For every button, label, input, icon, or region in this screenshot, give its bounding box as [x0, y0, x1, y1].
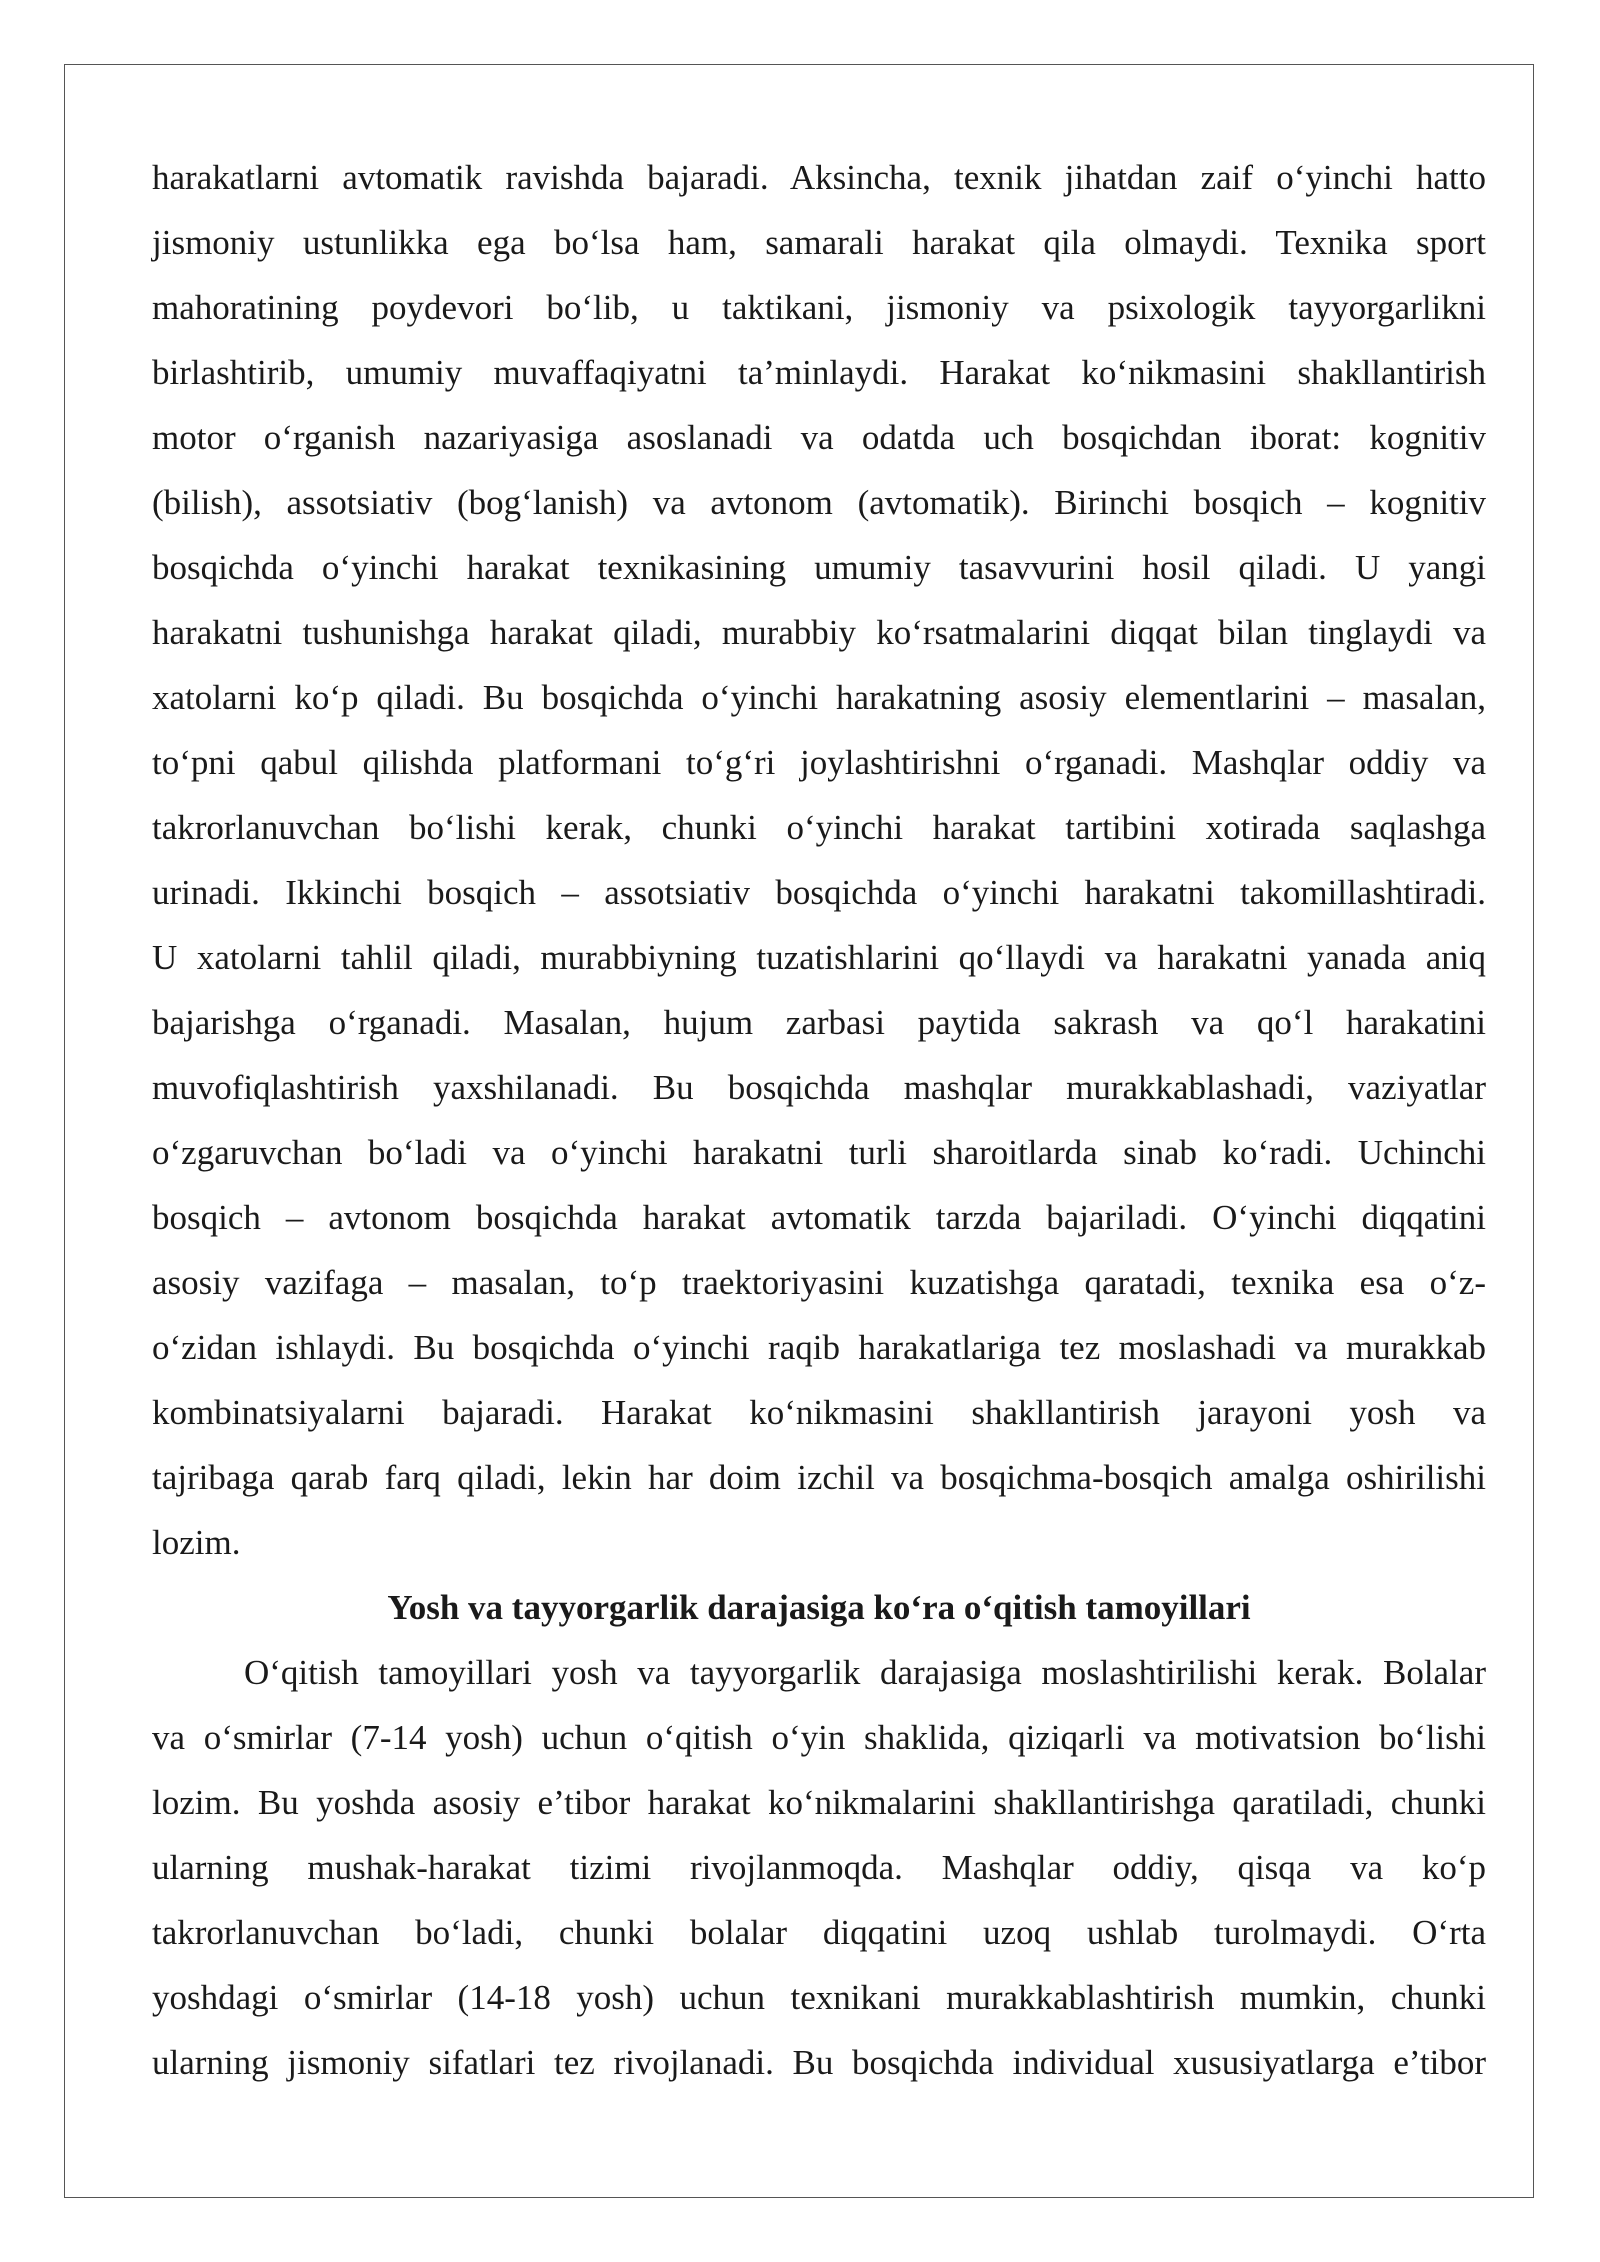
text-line: bosqichda o‘yinchi harakat texnikasining umumiy tasavvurini hosil qiladi. U yangi [152, 548, 1486, 587]
text-line: o‘zidan ishlaydi. Bu bosqichda o‘yinchi raqib harakatlariga tez moslashadi va murakkab [152, 1328, 1486, 1367]
text-line: muvofiqlashtirish yaxshilanadi. Bu bosqichda mashqlar murakkablashadi, vaziyatlar [152, 1068, 1486, 1107]
text-line: bajarishga o‘rganadi. Masalan, hujum zarbasi paytida sakrash va qo‘l harakatini [152, 1003, 1486, 1042]
text-line: lozim. Bu yoshda asosiy e’tibor harakat ko‘nikmalarini shakllantirishga qaratiladi, chunki [152, 1783, 1486, 1822]
text-line: birlashtirib, umumiy muvaffaqiyatni ta’minlaydi. Harakat ko‘nikmasini shakllantirish [152, 353, 1486, 392]
section-heading: Yosh va tayyorgarlik darajasiga ko‘ra o‘qitish tamoyillari [387, 1588, 1251, 1627]
document-body [152, 145, 1486, 2095]
text-line: xatolarni ko‘p qiladi. Bu bosqichda o‘yinchi harakatning asosiy elementlarini – masalan, [152, 678, 1486, 717]
text-line: to‘pni qabul qilishda platformani to‘g‘ri joylashtirishni o‘rganadi. Mashqlar oddiy va [152, 743, 1486, 782]
text-line: urinadi. Ikkinchi bosqich – assotsiativ bosqichda o‘yinchi harakatni takomillashtiradi. [152, 873, 1486, 912]
text-line: mahoratining poydevori bo‘lib, u taktikani, jismoniy va psixologik tayyorgarlikni [152, 288, 1486, 327]
text-line: harakatni tushunishga harakat qiladi, murabbiy ko‘rsatmalarini diqqat bilan tinglaydi va [152, 613, 1486, 652]
text-line: tajribaga qarab farq qiladi, lekin har doim izchil va bosqichma-bosqich amalga oshirilishi [152, 1458, 1486, 1497]
text-line: ularning jismoniy sifatlari tez rivojlanadi. Bu bosqichda individual xususiyatlarga e’tibor [152, 2043, 1486, 2082]
text-line: va o‘smirlar (7-14 yosh) uchun o‘qitish o‘yin shaklida, qiziqarli va motivatsion bo‘lishi [152, 1718, 1486, 1757]
text-line: o‘zgaruvchan bo‘ladi va o‘yinchi harakatni turli sharoitlarda sinab ko‘radi. Uchinchi [152, 1133, 1486, 1172]
text-line: takrorlanuvchan bo‘lishi kerak, chunki o‘yinchi harakat tartibini xotirada saqlashga [152, 808, 1486, 847]
paragraph-motor-learning-stages [152, 145, 1486, 1575]
text-line: yoshdagi o‘smirlar (14-18 yosh) uchun texnikani murakkablashtirish mumkin, chunki [152, 1978, 1486, 2017]
text-line: asosiy vazifaga – masalan, to‘p traektoriyasini kuzatishga qaratadi, texnika esa o‘z- [152, 1263, 1486, 1302]
text-line: (bilish), assotsiativ (bog‘lanish) va avtonom (avtomatik). Birinchi bosqich – kognitiv [152, 483, 1486, 522]
text-line: harakatlarni avtomatik ravishda bajaradi. Aksincha, texnik jihatdan zaif o‘yinchi hatto [152, 158, 1486, 197]
text-line: kombinatsiyalarni bajaradi. Harakat ko‘nikmasini shakllantirish jarayoni yosh va [152, 1393, 1486, 1432]
text-line: lozim. [152, 1523, 241, 1562]
text-line: jismoniy ustunlikka ega bo‘lsa ham, samarali harakat qila olmaydi. Texnika sport [152, 223, 1486, 262]
text-line: bosqich – avtonom bosqichda harakat avtomatik tarzda bajariladi. O‘yinchi diqqatini [152, 1198, 1486, 1237]
paragraph-training-principles [152, 1640, 1486, 2095]
text-line: U xatolarni tahlil qiladi, murabbiyning tuzatishlarini qo‘llaydi va harakatni yanada aniq [152, 938, 1486, 977]
text-line: ularning mushak-harakat tizimi rivojlanmoqda. Mashqlar oddiy, qisqa va ko‘p [152, 1848, 1486, 1887]
text-line: takrorlanuvchan bo‘ladi, chunki bolalar diqqatini uzoq ushlab turolmaydi. O‘rta [152, 1913, 1486, 1952]
text-line: O‘qitish tamoyillari yosh va tayyorgarlik darajasiga moslashtirilishi kerak. Bolalar [244, 1653, 1486, 1692]
text-line: motor o‘rganish nazariyasiga asoslanadi va odatda uch bosqichdan iborat: kognitiv [152, 418, 1486, 457]
